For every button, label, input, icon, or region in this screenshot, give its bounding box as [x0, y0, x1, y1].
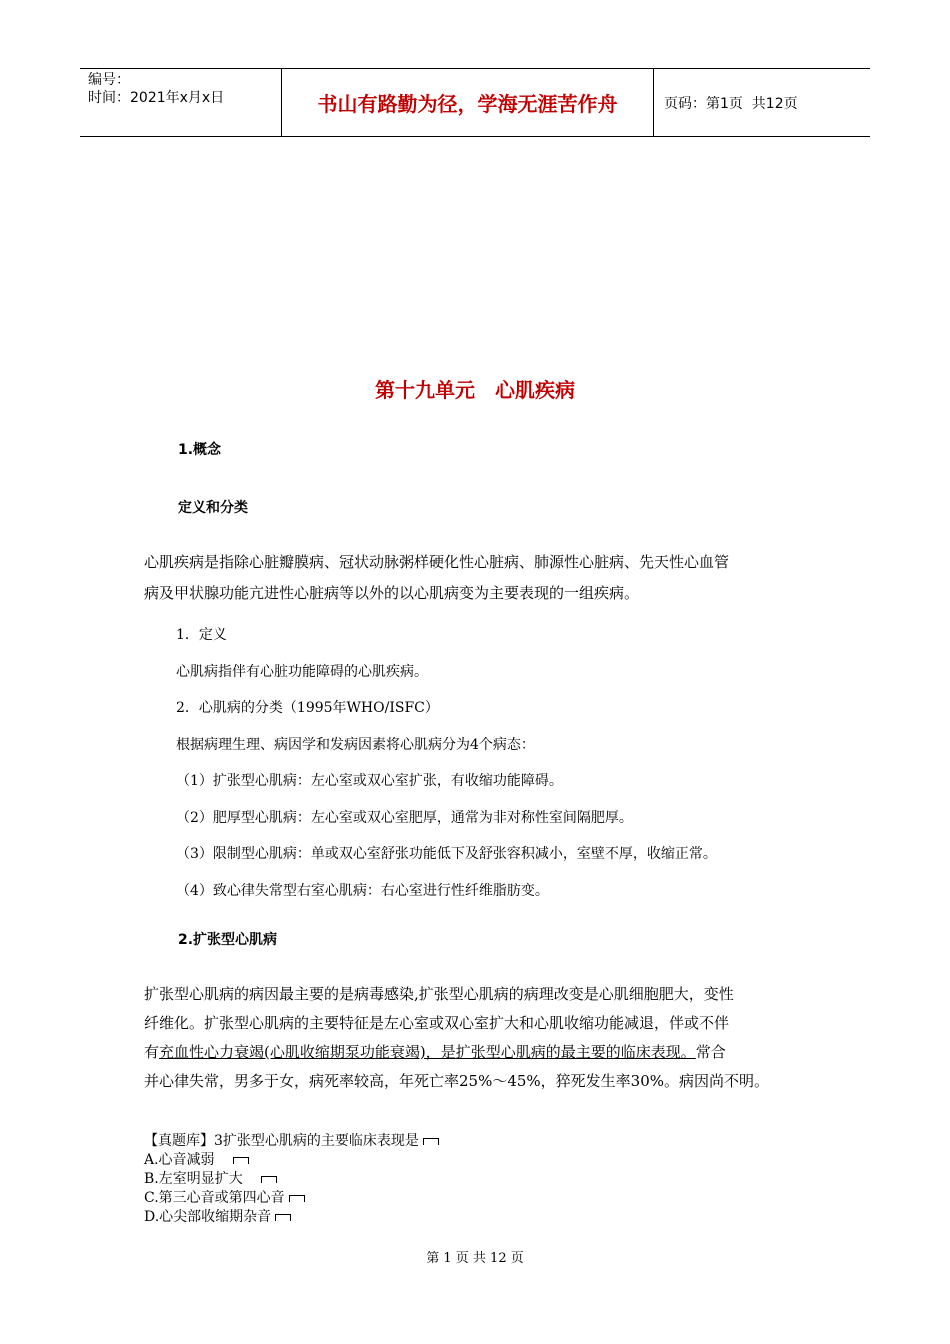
intro-line: 病及甲状腺功能亢进性心脏病等以外的以心肌病变为主要表现的一组疾病。 — [144, 584, 640, 602]
list-item: （2）肥厚型心肌病：左心室或双心室肥厚，通常为非对称性室间隔肥厚。 — [176, 809, 633, 826]
quiz-option-row — [144, 1170, 439, 1189]
page-header — [80, 68, 870, 137]
list-item: 1．定义 — [176, 627, 227, 643]
quiz-option-row — [144, 1151, 439, 1170]
list-item: 心肌病指伴有心脏功能障碍的心肌疾病。 — [176, 663, 428, 680]
section1-items — [176, 617, 717, 909]
section2-paragraph — [144, 980, 769, 1096]
para-line — [144, 1038, 769, 1067]
list-item: 2．心肌病的分类（1995年WHO/ISFC） — [176, 700, 439, 716]
quiz-option: D.心尖部收缩期杂音 — [144, 1209, 272, 1225]
page-footer: 第 1 页 共 12 页 — [426, 1251, 524, 1266]
quiz-option: A.心音减弱 — [144, 1152, 215, 1168]
answer-blank — [233, 1157, 249, 1164]
header-number: 编号： — [88, 72, 130, 88]
para-line: 纤维化。扩张型心肌病的主要特征是左心室或双心室扩大和心肌收缩功能减退，伴或不伴 — [144, 1014, 730, 1032]
underlined-text: 充血性心力衰竭(心肌收缩期泵功能衰竭)，是扩张型心肌病的最主要的临床表现。 — [159, 1043, 696, 1061]
quiz-option: B.左室明显扩大 — [144, 1171, 243, 1187]
para-line: 扩张型心肌病的病因最主要的是病毒感染,扩张型心肌病的病理改变是心肌细胞肥大，变性 — [144, 985, 734, 1003]
quiz-option-row — [144, 1208, 439, 1227]
section1-intro — [144, 547, 824, 609]
header-motto: 书山有路勤为径，学海无涯苦作舟 — [282, 69, 654, 136]
list-item: 根据病理生理、病因学和发病因素将心肌病分为4个病态： — [176, 736, 535, 753]
page-title: 第十九单元 心肌疾病 — [375, 378, 575, 402]
quiz-question: 【真题库】3扩张型心肌病的主要临床表现是 — [144, 1133, 419, 1149]
answer-blank — [423, 1138, 439, 1145]
header-page-info-text: 页码：第1页 共12页 — [664, 95, 798, 112]
para-line: 并心律失常，男多于女，病死率较高，年死亡率25%～45%，猝死发生率30%。病因尚不明。 — [144, 1072, 770, 1090]
section1-subheading: 定义和分类 — [178, 500, 248, 516]
intro-line: 心肌疾病是指除心脏瓣膜病、冠状动脉粥样硬化性心脏病、肺源性心脏病、先天性心血管 — [144, 553, 730, 571]
header-meta — [80, 69, 282, 136]
quiz-option: C.第三心音或第四心音 — [144, 1190, 285, 1206]
header-page-info — [654, 69, 870, 136]
answer-blank — [289, 1195, 305, 1202]
quiz-question-row — [144, 1132, 439, 1151]
list-item: （4）致心律失常型右室心肌病：右心室进行性纤维脂肪变。 — [176, 882, 549, 899]
section2-heading: 2.扩张型心肌病 — [178, 932, 278, 948]
header-time: 时间：2021年x月x日 — [88, 90, 225, 106]
list-item: （1）扩张型心肌病：左心室或双心室扩张，有收缩功能障碍。 — [176, 773, 563, 789]
answer-blank — [275, 1214, 291, 1221]
para-line-pre: 有 — [144, 1043, 160, 1061]
quiz-block — [144, 1132, 439, 1227]
list-item: （3）限制型心肌病：单或双心室舒张功能低下及舒张容积减小，室壁不厚，收缩正常。 — [176, 846, 717, 862]
para-line-post: 常合 — [695, 1043, 726, 1061]
quiz-option-row — [144, 1189, 439, 1208]
section1-heading: 1.概念 — [178, 442, 222, 458]
answer-blank — [261, 1176, 277, 1183]
